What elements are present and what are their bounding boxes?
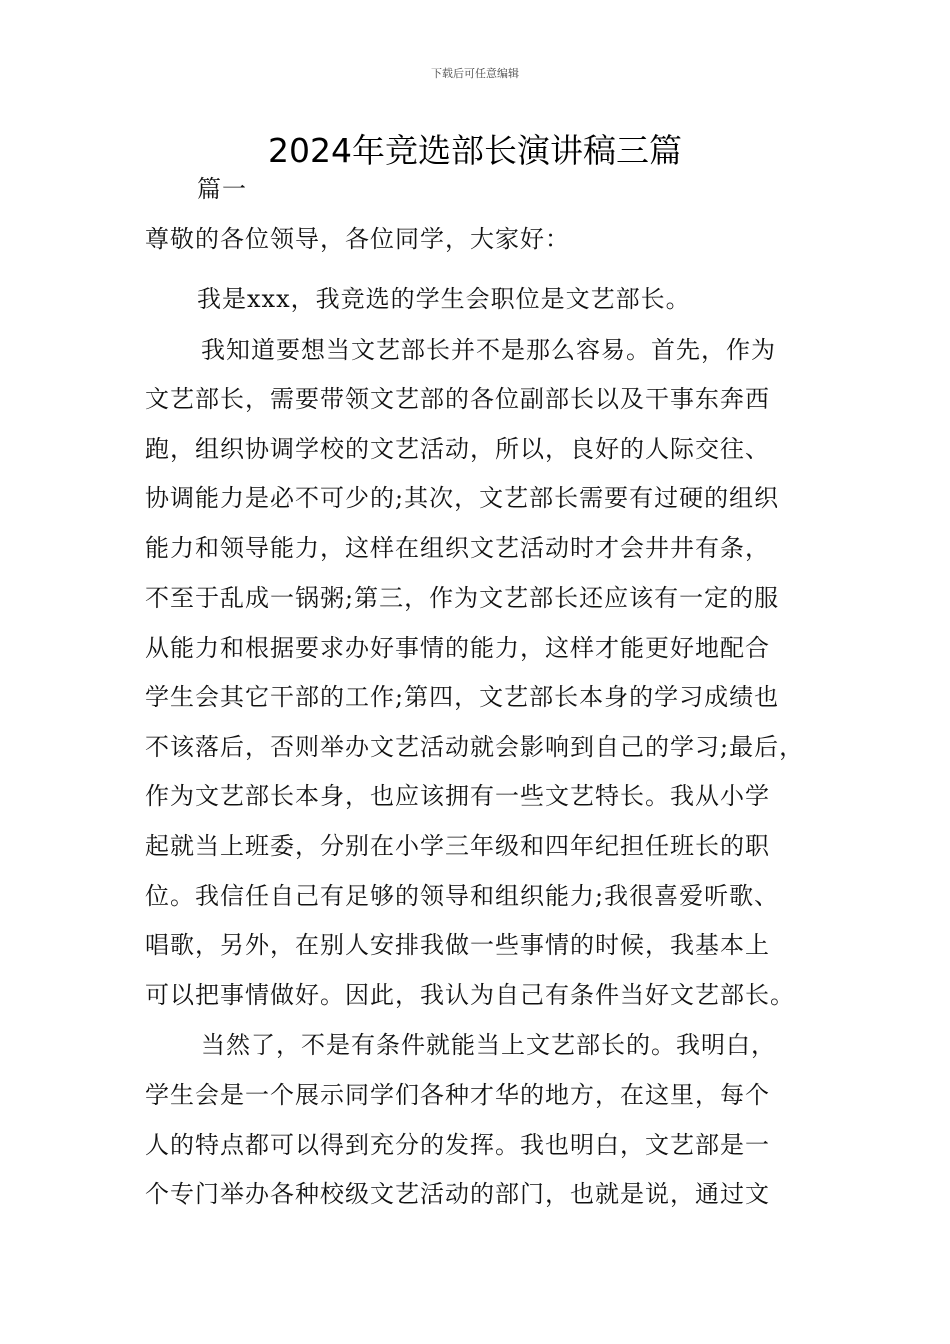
paragraph-line: 人的特点都可以得到充分的发挥。我也明白，文艺部是一 [145,1131,770,1159]
salutation-line: 尊敬的各位领导，各位同学，大家好： [145,225,570,253]
paragraph-line: 我知道要想当文艺部长并不是那么容易。首先，作为 [201,336,776,364]
paragraph-line: 唱歌，另外，在别人安排我做一些事情的时候，我基本上 [145,931,770,959]
paragraph-line: 当然了，不是有条件就能当上文艺部长的。我明白， [201,1031,776,1059]
paragraph-line: 跑，组织协调学校的文艺活动，所以，良好的人际交往、 [145,435,770,463]
paragraph-line: 不至于乱成一锅粥;第三，作为文艺部长还应该有一定的服 [145,584,780,612]
paragraph-line: 起就当上班委，分别在小学三年级和四年纪担任班长的职 [145,832,770,860]
paragraph-line: 学生会其它干部的工作;第四，文艺部长本身的学习成绩也 [145,683,780,711]
paragraph-line: 位。我信任自己有足够的领导和组织能力;我很喜爱听歌、 [145,882,780,910]
paragraph-line: 个专门举办各种校级文艺活动的部门，也就是说，通过文 [145,1180,770,1208]
paragraph-line: 我是xxx，我竞选的学生会职位是文艺部长。 [197,285,691,313]
paragraph-line: 从能力和根据要求办好事情的能力，这样才能更好地配合 [145,634,770,662]
paragraph-line: 能力和领导能力，这样在组织文艺活动时才会井井有条， [145,534,770,562]
section-heading: 篇一 [197,175,247,203]
document-title: 2024年竞选部长演讲稿三篇 [268,131,682,170]
paragraph-line: 协调能力是必不可少的;其次，文艺部长需要有过硬的组织 [145,484,780,512]
header-note: 下载后可任意编辑 [431,67,519,80]
paragraph-line: 不该落后，否则举办文艺活动就会影响到自己的学习;最后， [145,733,805,761]
paragraph-line: 文艺部长，需要带领文艺部的各位副部长以及干事东奔西 [145,385,770,413]
paragraph-line: 学生会是一个展示同学们各种才华的地方，在这里，每个 [145,1081,770,1109]
paragraph-line: 可以把事情做好。因此，我认为自己有条件当好文艺部长。 [145,981,795,1009]
paragraph-line: 作为文艺部长本身，也应该拥有一些文艺特长。我从小学 [145,782,770,810]
